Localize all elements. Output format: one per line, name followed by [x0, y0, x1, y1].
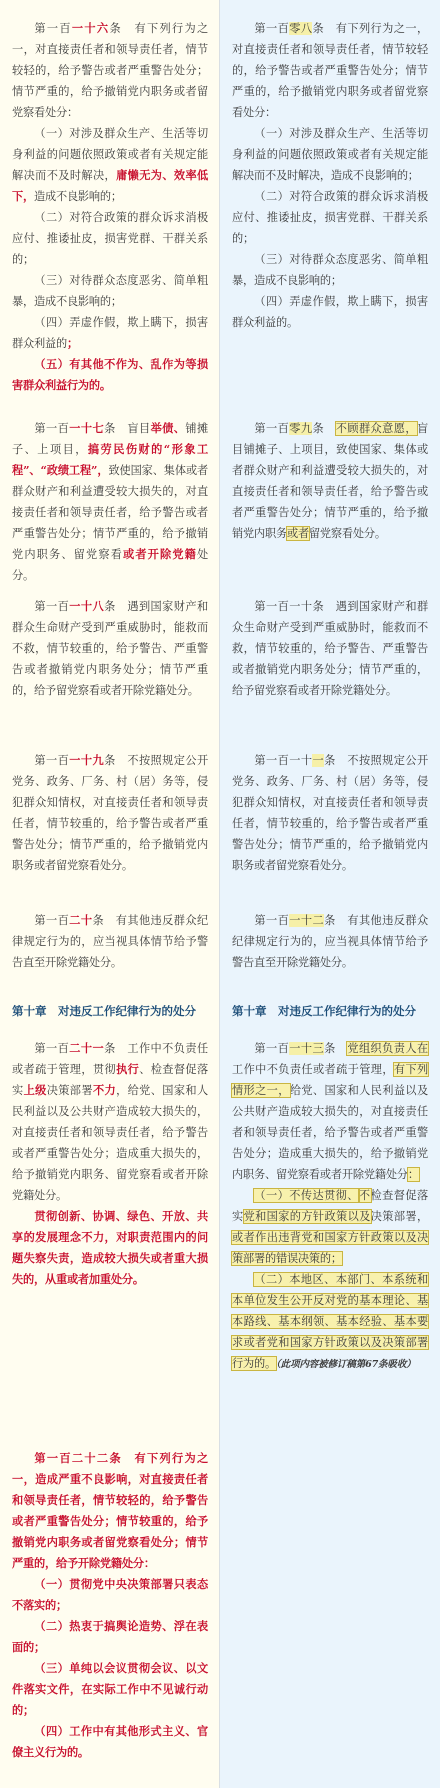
- clause-4: （四）弄虚作假，欺上瞒下，损害群众利益的。: [232, 295, 428, 329]
- revision-note: （此项内容被修订稿第67条吸收）: [275, 1359, 416, 1370]
- article-number: 第一百一十三条: [254, 1042, 336, 1055]
- clause-2: （二）对符合政策的群众诉求消极应付、推诿扯皮，损害党群、干群关系的；: [232, 190, 428, 245]
- article-number: 第一百一十条: [254, 600, 325, 613]
- article-117: 第一百一十七条 盲目举债、铺摊子、上项目，搞劳民伤财的“形象工程”、“政绩工程”，致使国家、集体或者群众财产和利益遭受较大损失的，对直接责任者和领导责任者，给予警告或者严重警告处分；情节严重的，给予撤销党内职务、留党察看或者开除党籍处分。: [12, 421, 209, 582]
- article-number: 第一百一十七条: [34, 421, 116, 435]
- article-120: 第一百二十条 有其他违反群众纪律规定行为的，应当视具体情节给予警告直至开除党籍处分。: [12, 913, 208, 969]
- clause-1: （一）对涉及群众生产、生活等切身利益的问题依照政策或者有关规定能解决而不及时解决，庸懒无为、效率低下，造成不良影响的；: [12, 127, 209, 203]
- article-109: 第一百零九条 不顾群众意愿，盲目铺摊子、上项目，致使国家、集体或者群众财产和利益遭受较大损失的，对直接责任者和领导责任者，给予警告或者严重警告处分；情节严重的，给予撤销党内职务或者留党察看处分。: [232, 422, 428, 540]
- article-intro: 有下列行为之一，对直接责任者和领导责任者，情节较轻的，给予警告或者严重警告处分；情节严重的，给予撤销党内职务或者留党察看处分：: [12, 22, 208, 119]
- article-number: 第一百二十条: [34, 913, 105, 927]
- original-column: [220, 0, 440, 1788]
- article-number: 第一百二十一条: [34, 1041, 116, 1055]
- clause-3: （三）单纯以会议贯彻会议、以文件落实文件，在实际工作中不见诚行动的；: [12, 1661, 208, 1717]
- chapter-title: 第十章 对违反工作纪律行为的处分: [232, 1004, 416, 1018]
- article-113: 第一百一十三条 党组织负责人在工作中不负责任或者疏于管理，有下列情形之一，给党、国家和人民利益以及公共财产造成较大损失的，对直接责任者和领导责任者，给予警告或者严重警告处分；造成重大损失的，给予撤销党内职务、留党察看或者开除党籍处分： （一）不传达贯彻、不检查督促落实党和国家的方针政策以及决策部署，或者作出违背党和国家方针政策以及决策部署的错误决策的； （二）本地区、本部门、本系统和本单位发生公开反对党的基本理论、基本路线、基本纲领、基本经验、基本要求或者党和国家方针政策以及决策部署行为的。（此项内容被修订稿第67条吸收）: [232, 1038, 428, 1375]
- article-number: 第一百一十一条: [254, 754, 336, 767]
- article-number: 第一百一十六条: [34, 21, 122, 35]
- article-number: 第一百一十二条: [254, 914, 336, 927]
- clause-2: （二）对符合政策的群众诉求消极应付、推诿扯皮，损害党群、干群关系的；: [12, 211, 208, 266]
- article-number: 第一百零八条: [254, 22, 325, 35]
- clause-2: （二）热衷于搞舆论造势、浮在表面的；: [12, 1619, 208, 1654]
- article-number: 第一百零九条: [254, 422, 325, 435]
- article-110: 第一百一十条 遇到国家财产和群众生命财产受到严重威胁时，能救而不救，情节较重的，给予警告、严重警告或者撤销党内职务处分；情节严重的，给予留党察看或者开除党籍处分。: [232, 600, 428, 697]
- article-number: 第一百一十八条: [34, 599, 116, 613]
- clause-3: （三）对待群众态度恶劣、简单粗暴，造成不良影响的；: [12, 274, 208, 308]
- chapter-title: 第十章 对违反工作纪律行为的处分: [12, 1004, 196, 1018]
- article-108: 第一百零八条 有下列行为之一，对直接责任者和领导责任者，情节较轻的，给予警告或者严重警告处分；情节严重的，给予撤销党内职务或者留党察看处分： （一）对涉及群众生产、生活等切身利益的问题依照政策或者有关规定能解决而不及时解决，造成不良影响的； （二）对符合政策的群众诉求消极应付、推诿扯皮，损害党群、干群关系的； （三）对待群众态度恶劣、简单粗暴，造成不良影响的； （四）弄虚作假，欺上瞒下，损害群众利益的。: [232, 18, 428, 333]
- article-116: [12, 18, 208, 396]
- article-122: [12, 1448, 208, 1763]
- article-112: 第一百一十二条 有其他违反群众纪律规定行为的，应当视具体情节给予警告直至开除党籍处分。: [232, 914, 428, 969]
- article-118: 第一百一十八条 遇到国家财产和群众生命财产受到严重威胁时，能救而不救，情节较重的，给予警告、严重警告或者撤销党内职务处分；情节严重的，给予留党察看或者开除党籍处分。: [12, 599, 208, 697]
- clause-3: （三）对待群众态度恶劣、简单粗暴，造成不良影响的；: [232, 253, 428, 287]
- clause-4: （四）工作中有其他形式主义、官僚主义行为的。: [12, 1724, 208, 1759]
- clause-1: （一）对涉及群众生产、生活等切身利益的问题依照政策或者有关规定能解决而不及时解决，造成不良影响的；: [232, 127, 428, 182]
- article-121: 第一百二十一条 工作中不负责任或者疏于管理，贯彻执行、检查督促落实上级决策部署不力，给党、国家和人民利益以及公共财产造成较大损失的，对直接责任者和领导责任者，给予警告或者严重警告处分；造成重大损失的，给予撤销党内职务、留党察看或者开除党籍处分。 贯彻创新、协调、绿色、开放、共享的发展理念不力，对职责范围内的问题失察失责，造成较大损失或者重大损失的，从重或者加重处分。: [12, 1038, 208, 1290]
- article-intro: 第一百二十二条 有下列行为之一，造成严重不良影响，对直接责任者和领导责任者，情节较轻的，给予警告或者严重警告处分；情节较重的，给予撤销党内职务或者留党察看处分；情节严重的，给予开除党籍处分：: [12, 1451, 208, 1570]
- clause-1: （一）贯彻党中央决策部署只表态不落实的；: [12, 1577, 208, 1612]
- article-number: 第一百一十九条: [34, 753, 116, 767]
- article-119: 第一百一十九条 不按照规定公开党务、政务、厂务、村（居）务等，侵犯群众知情权，对直接责任者和领导责任者，情节较重的，给予警告或者严重警告处分；情节严重的，给予撤销党内职务或者留党察看处分。: [12, 753, 208, 872]
- clause-2: （二）本地区、本部门、本系统和本单位发生公开反对党的基本理论、基本路线、基本纲领、基本经验、基本要求或者党和国家方针政策以及决策部署行为的。（此项内容被修订稿第67条吸收）: [232, 1273, 428, 1370]
- article-111: 第一百一十一条 不按照规定公开党务、政务、厂务、村（居）务等，侵犯群众知情权，对直接责任者和领导责任者，情节较重的，给予警告或者严重警告处分；情节严重的，给予撤销党内职务或者留党察看处分。: [232, 754, 428, 872]
- article-121-addition: 贯彻创新、协调、绿色、开放、共享的发展理念不力，对职责范围内的问题失察失责，造成较大损失或者重大损失的，从重或者加重处分。: [12, 1209, 208, 1286]
- clause-1: （一）不传达贯彻、不检查督促落实党和国家的方针政策以及决策部署，或者作出违背党和国家方针政策以及决策部署的错误决策的；: [232, 1189, 428, 1265]
- clause-5: （五）有其他不作为、乱作为等损害群众利益行为的。: [12, 357, 208, 392]
- clause-4: （四）弄虚作假，欺上瞒下，损害群众利益的；: [12, 316, 208, 350]
